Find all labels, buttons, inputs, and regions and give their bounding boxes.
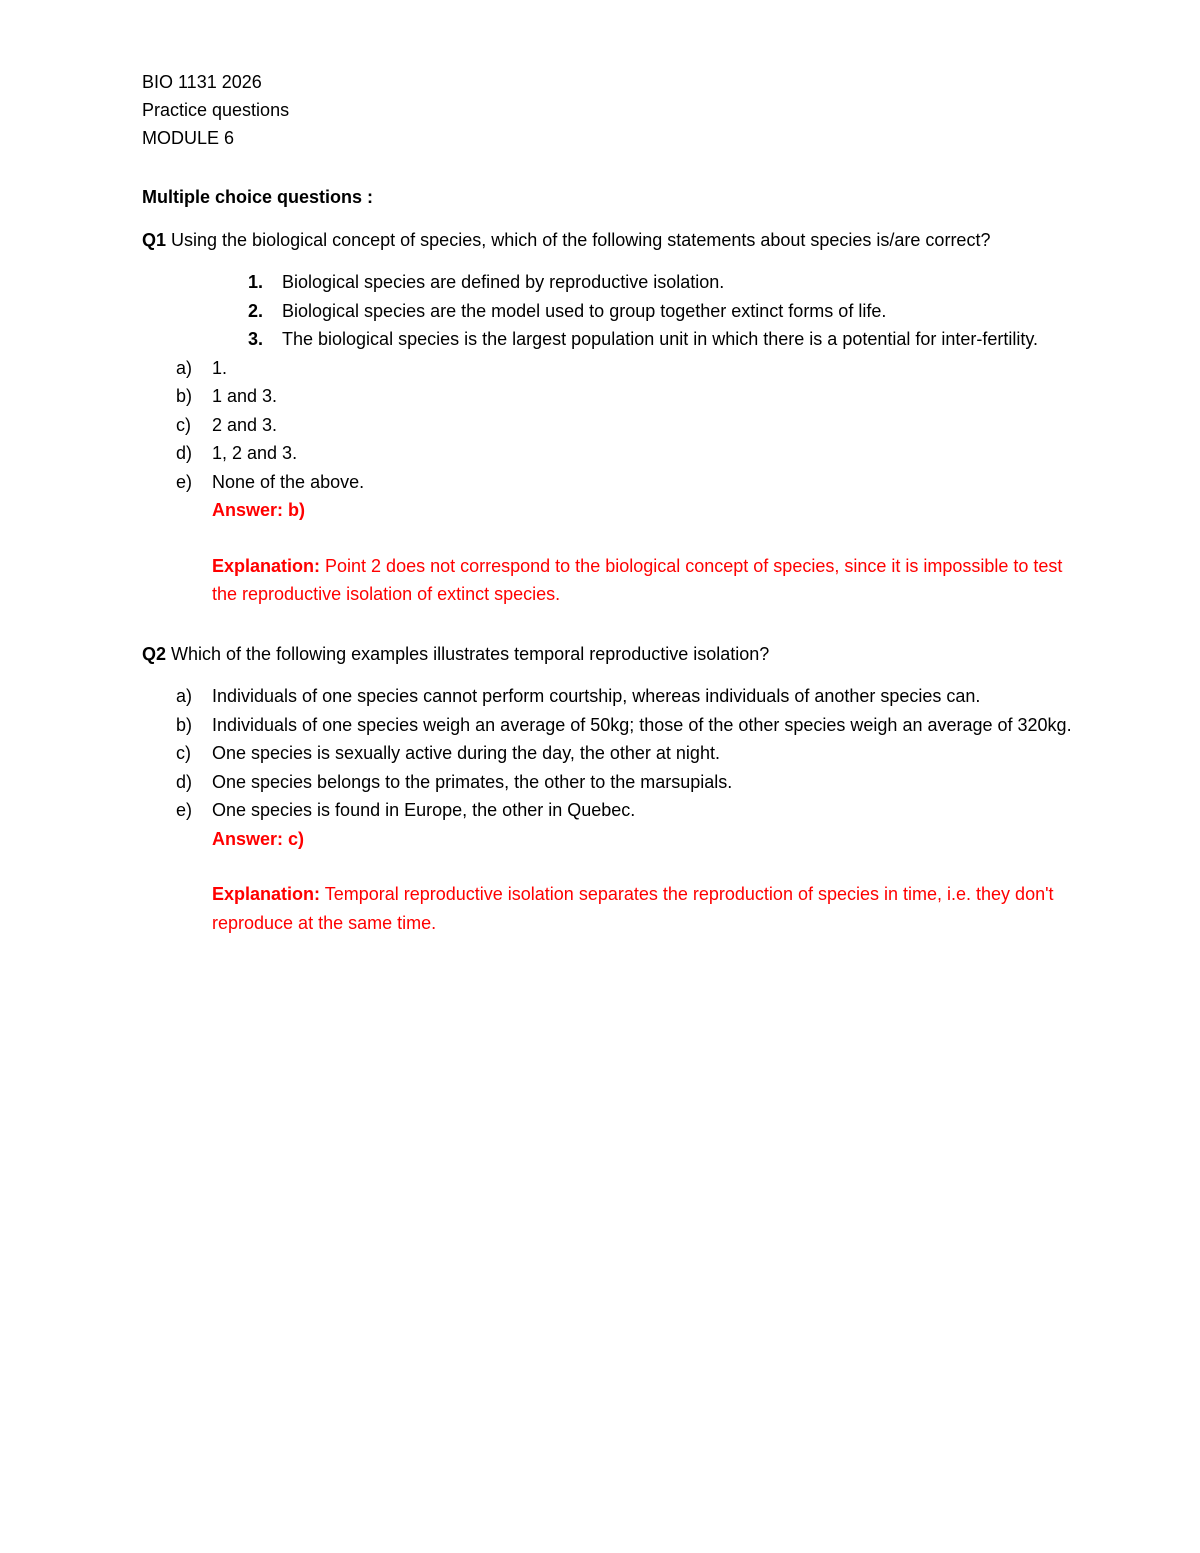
question-2-prompt — [142, 640, 1072, 669]
question-1-answer: Answer: b) — [212, 500, 306, 520]
option-text: 1. — [212, 357, 228, 378]
option-text: 1, 2 and 3. — [212, 443, 298, 463]
question-1-prompt — [142, 226, 1072, 255]
option-item — [142, 739, 1072, 768]
option-item — [142, 439, 1072, 468]
document-subtitle: Practice questions — [142, 100, 290, 120]
option-item — [142, 711, 1072, 740]
option-letter: e) — [176, 471, 193, 492]
option-letter: a) — [176, 357, 193, 378]
option-text: Individuals of one species weigh an average of 50kg; those of the other species weigh an average of 320kg. — [212, 714, 1072, 735]
question-1-text: Using the biological concept of species, which of the following statements about species is/are correct? — [166, 229, 991, 250]
statement-text: Biological species are defined by reproductive isolation. — [282, 272, 725, 292]
option-item — [142, 354, 1072, 383]
option-item — [142, 682, 1072, 711]
explanation-text: Point 2 does not correspond to the biological concept of species, since it is impossible to test the reproductive isolation of extinct species. — [212, 555, 1063, 604]
option-item — [142, 796, 1072, 825]
option-text: Individuals of one species cannot perform courtship, whereas individuals of another species can. — [212, 686, 981, 706]
option-item — [142, 768, 1072, 797]
option-letter: c) — [176, 414, 191, 435]
question-1-statements — [142, 268, 1072, 354]
option-text: One species is found in Europe, the other in Quebec. — [212, 800, 636, 820]
option-text: One species belongs to the primates, the other to the marsupials. — [212, 771, 733, 792]
question-2-explanation — [142, 880, 1072, 937]
question-2-text: Which of the following examples illustrates temporal reproductive isolation? — [166, 643, 770, 664]
statement-item — [142, 297, 1072, 326]
question-2-answer: Answer: c) — [212, 828, 305, 849]
question-1-options — [142, 354, 1072, 497]
document-page — [142, 68, 1072, 937]
option-text: 1 and 3. — [212, 386, 278, 406]
explanation-label: Explanation: — [212, 555, 321, 576]
option-letter: c) — [176, 743, 191, 763]
question-2-options — [142, 682, 1072, 825]
option-text: One species is sexually active during the day, the other at night. — [212, 743, 720, 763]
question-2-label: Q2 — [142, 643, 167, 664]
option-letter: b) — [176, 714, 193, 735]
question-1-label: Q1 — [142, 229, 167, 250]
option-text: 2 and 3. — [212, 414, 278, 435]
option-letter: e) — [176, 800, 193, 820]
question-1-explanation — [142, 552, 1072, 609]
option-item — [142, 382, 1072, 411]
option-item — [142, 411, 1072, 440]
question-2 — [142, 640, 1072, 938]
section-title: Multiple choice questions : — [142, 187, 374, 207]
option-text: None of the above. — [212, 471, 365, 492]
document-header — [142, 68, 1072, 152]
option-letter: b) — [176, 386, 193, 406]
explanation-label: Explanation: — [212, 884, 321, 904]
statement-number: 3. — [248, 329, 264, 349]
option-letter: d) — [176, 771, 193, 792]
statement-item — [142, 325, 1072, 354]
option-item — [142, 468, 1072, 497]
course-code: BIO 1131 2026 — [142, 72, 262, 92]
option-letter: d) — [176, 443, 193, 463]
statement-number: 2. — [248, 300, 264, 321]
statement-text: The biological species is the largest population unit in which there is a potential for inter-fertility. — [282, 329, 1039, 349]
statement-number: 1. — [248, 272, 264, 292]
explanation-text: Temporal reproductive isolation separates the reproduction of species in time, i.e. they don't reproduce at the same time. — [212, 884, 1054, 933]
statement-item — [142, 268, 1072, 297]
option-letter: a) — [176, 686, 193, 706]
module-label: MODULE 6 — [142, 128, 235, 148]
statement-text: Biological species are the model used to group together extinct forms of life. — [282, 300, 887, 321]
question-1 — [142, 226, 1072, 609]
